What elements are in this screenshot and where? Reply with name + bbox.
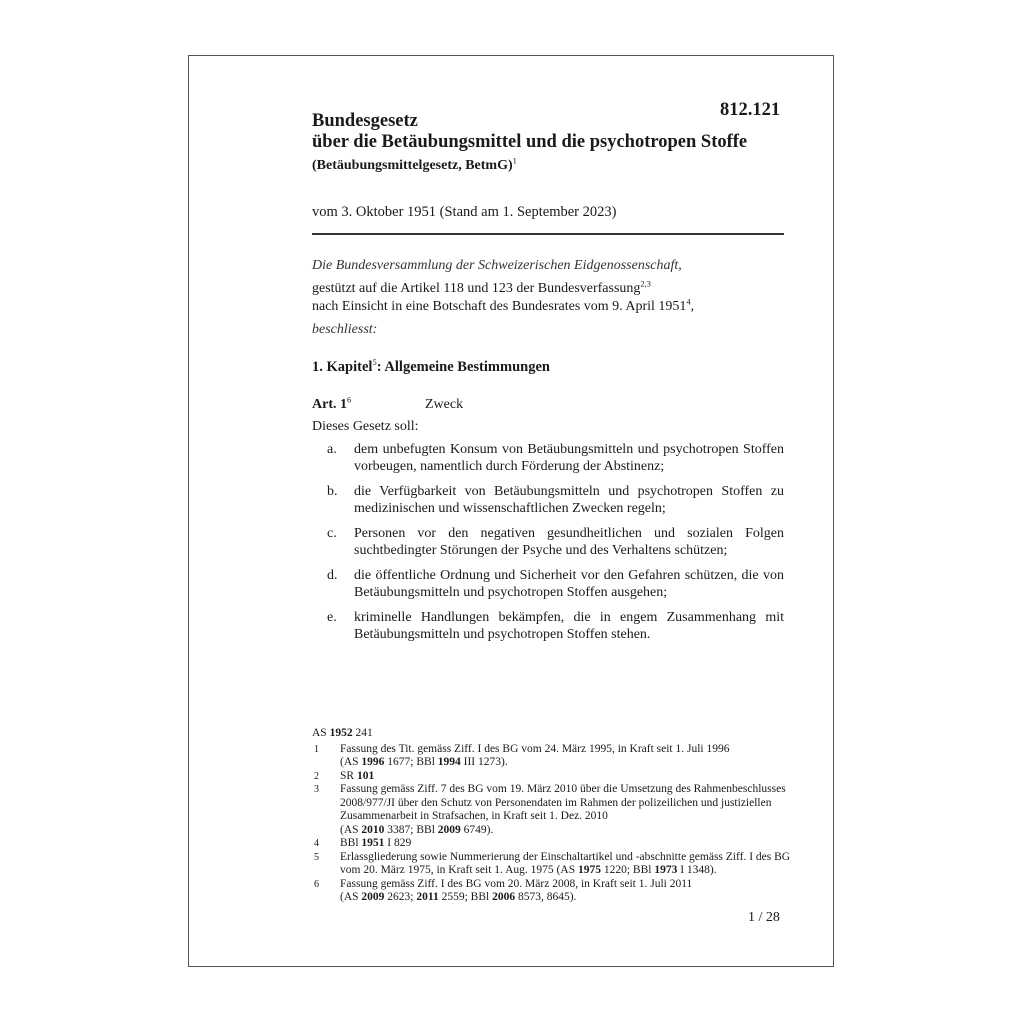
footnote-1 bbox=[312, 743, 792, 770]
fn-part: III 1273). bbox=[460, 756, 508, 768]
footnote-number: 6 bbox=[314, 878, 319, 890]
preamble-basis bbox=[312, 280, 792, 299]
footnote-4 bbox=[312, 837, 792, 851]
fn-part: I 829 bbox=[384, 837, 412, 849]
fn-part: 3387; BBl bbox=[384, 823, 438, 836]
footnotes bbox=[312, 727, 792, 905]
footnote-ref[interactable]: 6 bbox=[347, 395, 352, 405]
footnote-ref[interactable]: 1 bbox=[512, 156, 517, 166]
fn-line: Erlassgliederung sowie Nummerierung der Einschaltartikel und -abschnitte gemäss Ziff. I des BG vom 20. März 1975, in Kraft seit 1. Aug. 1975 (AS bbox=[340, 850, 791, 876]
footnote-number: 3 bbox=[314, 784, 319, 795]
fn-year: 2011 bbox=[416, 891, 439, 903]
fn-year: 1994 bbox=[437, 756, 461, 768]
footnote-ref[interactable]: 3 bbox=[646, 278, 651, 288]
as-year: 1952 bbox=[329, 727, 353, 739]
fn-year: 2006 bbox=[492, 891, 516, 903]
list-item bbox=[312, 567, 784, 601]
fn-part: 2559; BBl bbox=[438, 891, 493, 903]
footnote-text bbox=[340, 837, 792, 851]
sr-number: 812.121 bbox=[720, 100, 781, 120]
footnote-number: 1 bbox=[314, 743, 319, 755]
as-page: 241 bbox=[352, 727, 373, 739]
footnote-text bbox=[340, 770, 792, 784]
preamble-assembly: Die Bundesversammlung der Schweizerischen Eidgenossenschaft, bbox=[312, 258, 682, 273]
item-text: Personen vor den negativen gesundheitlichen und sozialen Folgen suchtbedingter Störungen der Psyche und des Verhaltens schützen; bbox=[354, 526, 784, 558]
footnote-5 bbox=[312, 851, 792, 878]
fn-year: 1996 bbox=[361, 756, 385, 768]
article-heading bbox=[312, 397, 463, 413]
title-line-2: über die Betäubungsmittel und die psychotropen Stoffe bbox=[312, 132, 748, 152]
article-intro: Dieses Gesetz soll: bbox=[312, 419, 419, 434]
footnote-2 bbox=[312, 770, 792, 784]
article-title: Zweck bbox=[425, 397, 464, 412]
item-text: dem unbefugten Konsum von Betäubungsmitteln und psychotropen Stoffen vorbeugen, namentlich durch Förderung der Abstinenz; bbox=[354, 442, 784, 474]
fn-part: (AS bbox=[340, 756, 362, 768]
header-divider bbox=[312, 233, 784, 235]
preamble bbox=[312, 257, 792, 339]
item-letter: d. bbox=[327, 568, 338, 583]
as-prefix: AS bbox=[312, 727, 330, 739]
as-reference bbox=[312, 727, 792, 741]
preamble-message-text: nach Einsicht in eine Botschaft des Bundesrates vom 9. April 1951 bbox=[312, 299, 687, 314]
item-text: die Verfügbarkeit von Betäubungsmitteln und psychotropen Stoffen zu medizinischen und wissenschaftlichen Zwecken regeln; bbox=[354, 484, 784, 516]
fn-part: BBl bbox=[340, 837, 362, 849]
list-item bbox=[312, 609, 784, 643]
fn-part: SR bbox=[340, 769, 357, 782]
article-number-text: Art. 1 bbox=[312, 397, 347, 412]
footnote-text bbox=[340, 878, 792, 905]
item-letter: c. bbox=[327, 526, 337, 541]
short-title bbox=[312, 158, 747, 174]
footnote-number: 5 bbox=[314, 851, 319, 863]
item-text: kriminelle Handlungen bekämpfen, die in engem Zusammenhang mit Betäubungsmitteln und psychotropen Stoffen stehen. bbox=[354, 610, 784, 642]
title-line-1: Bundesgesetz bbox=[312, 111, 418, 131]
title-block bbox=[312, 111, 747, 174]
footnote-ref[interactable]: 4 bbox=[686, 297, 691, 307]
fn-year: 2009 bbox=[361, 891, 385, 903]
item-letter: a. bbox=[327, 442, 337, 457]
fn-part: 2623; bbox=[384, 891, 417, 903]
fn-part: 6749). bbox=[460, 823, 494, 836]
article-items bbox=[312, 441, 784, 651]
footnote-ref[interactable]: 2 bbox=[640, 278, 645, 288]
footnote-text bbox=[340, 783, 792, 837]
fn-sr: 101 bbox=[356, 769, 375, 782]
list-item bbox=[312, 483, 784, 517]
footnote-ref[interactable]: 5 bbox=[372, 357, 377, 368]
page-number: 1 / 28 bbox=[748, 910, 780, 925]
comma: , bbox=[690, 299, 695, 314]
item-letter: e. bbox=[327, 610, 337, 625]
date-line: vom 3. Oktober 1951 (Stand am 1. September 2023) bbox=[312, 204, 617, 220]
list-item bbox=[312, 441, 784, 475]
fn-year: 1975 bbox=[577, 864, 601, 876]
list-item bbox=[312, 525, 784, 559]
chapter-prefix: 1. Kapitel bbox=[312, 359, 373, 375]
chapter-heading bbox=[312, 359, 550, 376]
footnote-3 bbox=[312, 783, 792, 837]
footnote-number: 4 bbox=[314, 838, 319, 849]
item-text: die öffentliche Ordnung und Sicherheit vor den Gefahren schützen, die von Betäubungsmitteln und psychotropen Stoffen ausgehen; bbox=[354, 568, 784, 600]
preamble-decides: beschliesst: bbox=[312, 321, 378, 337]
fn-year: 1951 bbox=[361, 837, 385, 849]
fn-part: 1220; BBl bbox=[600, 864, 655, 876]
fn-line: Fassung gemäss Ziff. 7 des BG vom 19. März 2010 über die Umsetzung des Rahmenbeschlusses 2008/977/JI über den Schutz von Personendaten im Rahmen der polizeilichen und justiziellen Zusammenarbeit in Strafsachen, in Kraft seit 1. Dez. 2010 bbox=[340, 783, 786, 822]
fn-part: 1677; BBl bbox=[384, 756, 438, 768]
fn-part: 8573, 8645). bbox=[515, 891, 577, 903]
item-letter: b. bbox=[327, 484, 338, 499]
footnote-text bbox=[340, 743, 792, 770]
footnote-separator: , bbox=[644, 278, 647, 288]
short-title-text: (Betäubungsmittelgesetz, BetmG) bbox=[312, 158, 513, 173]
footnote-text bbox=[340, 851, 792, 878]
fn-part: (AS bbox=[340, 823, 362, 836]
preamble-message bbox=[312, 298, 792, 317]
fn-line: Fassung gemäss Ziff. I des BG vom 20. März 2008, in Kraft seit 1. Juli 2011 bbox=[340, 877, 693, 890]
footnote-6 bbox=[312, 878, 792, 905]
fn-year: 2009 bbox=[437, 823, 461, 836]
fn-line: Fassung des Tit. gemäss Ziff. I des BG vom 24. März 1995, in Kraft seit 1. Juli 1996 bbox=[340, 742, 730, 755]
fn-part: I 1348). bbox=[677, 864, 717, 876]
fn-year: 2010 bbox=[361, 823, 385, 836]
footnote-number: 2 bbox=[314, 770, 319, 782]
fn-part: (AS bbox=[340, 891, 362, 903]
chapter-title: : Allgemeine Bestimmungen bbox=[376, 359, 550, 375]
preamble-basis-text: gestützt auf die Artikel 118 und 123 der Bundesverfassung bbox=[312, 280, 641, 296]
article-number bbox=[312, 397, 425, 413]
fn-year: 1973 bbox=[654, 864, 678, 876]
